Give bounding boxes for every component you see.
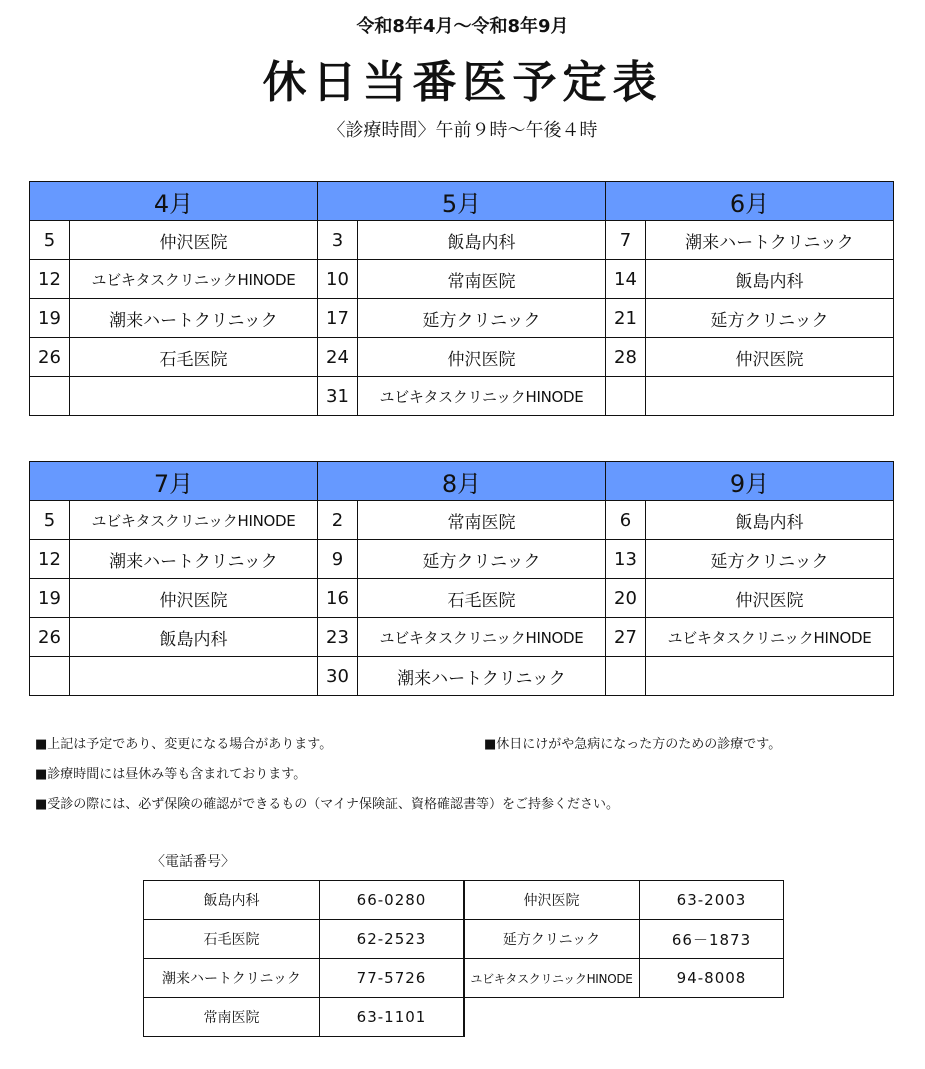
- clinic-cell: 石毛医院: [358, 579, 606, 618]
- month-header: 4月: [30, 182, 318, 221]
- day-cell: 2: [318, 501, 358, 540]
- table-row: [30, 377, 894, 416]
- table-row: [144, 998, 465, 1037]
- clinic-cell: 飯島内科: [646, 260, 894, 299]
- day-cell: 7: [606, 221, 646, 260]
- table-row: [464, 959, 784, 998]
- clinic-cell: 潮来ハートクリニック: [70, 299, 318, 338]
- day-cell: 13: [606, 540, 646, 579]
- day-cell: 23: [318, 618, 358, 657]
- phone-clinic-name: 飯島内科: [144, 881, 320, 920]
- day-cell: 20: [606, 579, 646, 618]
- clinic-cell: [646, 377, 894, 416]
- clinic-cell: 延方クリニック: [358, 299, 606, 338]
- day-cell: [30, 377, 70, 416]
- clinic-cell: 常南医院: [358, 260, 606, 299]
- page-title: 休日当番医予定表: [262, 57, 663, 108]
- clinic-cell: 仲沢医院: [358, 338, 606, 377]
- phone-clinic-name: 潮来ハートクリニック: [144, 959, 320, 998]
- day-cell: 6: [606, 501, 646, 540]
- table-row: [144, 920, 465, 959]
- clinic-cell: 仲沢医院: [70, 221, 318, 260]
- clinic-cell: 常南医院: [358, 501, 606, 540]
- consultation-hours: 〈診療時間〉午前９時～午後４時: [327, 120, 598, 141]
- clinic-cell: [70, 657, 318, 696]
- clinic-cell: 仲沢医院: [646, 579, 894, 618]
- phone-clinic-name: 石毛医院: [144, 920, 320, 959]
- table-row: [144, 881, 465, 920]
- clinic-cell: ユビキタスクリニックHINODE: [70, 501, 318, 540]
- clinic-cell: 飯島内科: [646, 501, 894, 540]
- phone-clinic-name: 仲沢医院: [464, 881, 640, 920]
- day-cell: 31: [318, 377, 358, 416]
- clinic-cell: ユビキタスクリニックHINODE: [358, 377, 606, 416]
- note-lunch-break: ■診療時間には昼休み等も含まれております。: [35, 767, 307, 782]
- day-cell: 19: [30, 299, 70, 338]
- phone-caption: 〈電話番号〉: [151, 854, 235, 870]
- phone-clinic-name: 延方クリニック: [464, 920, 640, 959]
- schedule-table-jul-sep: [29, 461, 894, 696]
- table-row: [30, 657, 894, 696]
- clinic-cell: 延方クリニック: [358, 540, 606, 579]
- note-insurance-card: ■受診の際には、必ず保険の確認ができるもの（マイナ保険証、資格確認書等）をご持参ください。: [35, 797, 620, 812]
- month-header: 9月: [606, 462, 894, 501]
- day-cell: 16: [318, 579, 358, 618]
- clinic-cell: 仲沢医院: [646, 338, 894, 377]
- phone-number: 62-2523: [320, 920, 465, 959]
- day-cell: 10: [318, 260, 358, 299]
- clinic-cell: ユビキタスクリニックHINODE: [646, 618, 894, 657]
- phone-table-left: [143, 880, 465, 1037]
- table-row: [464, 881, 784, 920]
- day-cell: 24: [318, 338, 358, 377]
- clinic-cell: 潮来ハートクリニック: [646, 221, 894, 260]
- day-cell: 26: [30, 618, 70, 657]
- clinic-cell: 潮来ハートクリニック: [70, 540, 318, 579]
- phone-clinic-name: ユビキタスクリニックHINODE: [464, 959, 640, 998]
- clinic-cell: [70, 377, 318, 416]
- table-row: [30, 579, 894, 618]
- note-emergency-purpose: ■休日にけがや急病になった方のための診療です。: [484, 737, 782, 752]
- day-cell: 5: [30, 221, 70, 260]
- table-row: [464, 920, 784, 959]
- day-cell: [606, 377, 646, 416]
- day-cell: 28: [606, 338, 646, 377]
- day-cell: [606, 657, 646, 696]
- month-header: 6月: [606, 182, 894, 221]
- month-header: 5月: [318, 182, 606, 221]
- clinic-cell: 潮来ハートクリニック: [358, 657, 606, 696]
- phone-number: 63-2003: [640, 881, 784, 920]
- phone-number: 94-8008: [640, 959, 784, 998]
- month-header-row: [30, 182, 894, 221]
- phone-number: 66－1873: [640, 920, 784, 959]
- month-header: 8月: [318, 462, 606, 501]
- clinic-cell: 飯島内科: [70, 618, 318, 657]
- table-row: [30, 338, 894, 377]
- table-row: [30, 501, 894, 540]
- phone-clinic-name: 常南医院: [144, 998, 320, 1037]
- day-cell: 27: [606, 618, 646, 657]
- schedule-table-apr-jun: [29, 181, 894, 416]
- clinic-cell: 飯島内科: [358, 221, 606, 260]
- phone-number: 63-1101: [320, 998, 465, 1037]
- clinic-cell: 石毛医院: [70, 338, 318, 377]
- day-cell: 12: [30, 540, 70, 579]
- day-cell: 5: [30, 501, 70, 540]
- phone-table-right: [463, 880, 784, 998]
- day-cell: 3: [318, 221, 358, 260]
- period-range: 令和8年4月～令和8年9月: [356, 16, 569, 37]
- day-cell: 21: [606, 299, 646, 338]
- day-cell: 19: [30, 579, 70, 618]
- clinic-cell: ユビキタスクリニックHINODE: [358, 618, 606, 657]
- table-row: [30, 221, 894, 260]
- clinic-cell: 延方クリニック: [646, 299, 894, 338]
- phone-number: 66-0280: [320, 881, 465, 920]
- day-cell: [30, 657, 70, 696]
- day-cell: 9: [318, 540, 358, 579]
- day-cell: 30: [318, 657, 358, 696]
- phone-number: 77-5726: [320, 959, 465, 998]
- day-cell: 17: [318, 299, 358, 338]
- month-header-row: [30, 462, 894, 501]
- note-schedule-subject-to-change: ■上記は予定であり、変更になる場合があります。: [35, 737, 333, 752]
- clinic-cell: ユビキタスクリニックHINODE: [70, 260, 318, 299]
- day-cell: 14: [606, 260, 646, 299]
- table-row: [144, 959, 465, 998]
- clinic-cell: 仲沢医院: [70, 579, 318, 618]
- table-row: [30, 540, 894, 579]
- clinic-cell: [646, 657, 894, 696]
- table-row: [30, 618, 894, 657]
- day-cell: 26: [30, 338, 70, 377]
- day-cell: 12: [30, 260, 70, 299]
- month-header: 7月: [30, 462, 318, 501]
- table-row: [30, 299, 894, 338]
- clinic-cell: 延方クリニック: [646, 540, 894, 579]
- table-row: [30, 260, 894, 299]
